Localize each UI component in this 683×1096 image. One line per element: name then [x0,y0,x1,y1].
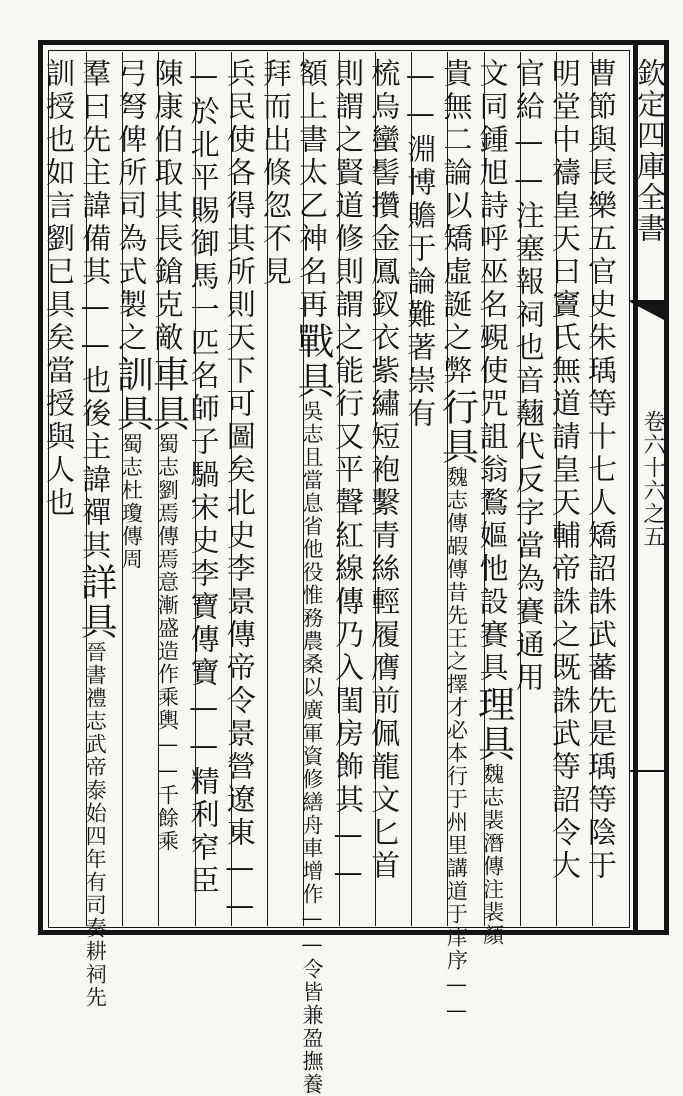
body-text: 弓弩俾所司為式製之 [114,58,149,355]
text-column [511,58,554,928]
body-text: 貴無二論以矯虛誕之弊 [439,58,474,388]
fish-tail-mark [630,302,664,320]
body-text: 拜而出倏忽不見 [258,58,293,289]
body-text: 訓授也如言劉已具矣當授與人也 [42,58,77,520]
body-text: 明堂中禱皇天曰竇氏無道請皇天輔帝誅之既誅武等詔令大 [547,58,582,883]
commentary-text: 魏志裴潛傳注裴顏 [480,763,505,947]
text-column [331,58,373,928]
body-text: 兵民使各得其所則天下可圖矣北史李景傳帝令景營遼東—— [222,58,257,926]
text-column [74,58,120,1009]
text-column [258,58,301,928]
body-text: 額上書太乙神名再 [294,58,329,322]
body-text: 梳烏蠻髻攢金鳳釵衣紫繡短袍繫青絲輕履膺前佩龍文匕首 [367,58,402,883]
text-column [471,58,518,947]
text-column [435,58,481,1024]
body-text: 則謂之賢道修則謂之能行又平聲紅線傳乃入閨房飾其—— [331,58,366,893]
body-text: 文同鍾旭詩呼巫名覡使咒詛翁鶩嫗忚設賽具 [475,58,510,685]
commentary-text: 吳志且當息省他役惟務農桑以廣軍資修繕舟車增作——令皆兼盈撫養 [299,400,324,1096]
text-column [222,58,265,928]
commentary-text: 魏志傳嘏傳昔先王之擇才必本行于州里講道于庠序—— [444,466,469,1024]
commentary-text: 蜀志劉焉傳焉意漸盛造作乘輿——千餘乘 [155,433,180,853]
text-column [42,58,84,928]
text-column [186,58,229,928]
body-text: 曹節與長樂五官史朱瑀等十七人矯詔誅武蕃先是瑀等陰于 [583,58,618,883]
fish-tail-bottom [630,770,664,772]
entry-heading: 戰具 [290,322,334,400]
text-column [146,58,192,928]
entry-heading: 詳具 [74,563,118,641]
entry-heading: 理具 [471,685,515,763]
banner-juan: 卷六十六之五 [640,410,665,548]
body-text: 陳康伯取其長鎗克敵 [150,58,185,355]
entry-heading: 訓具 [110,355,154,433]
text-column [290,58,337,1096]
text-column [547,58,590,928]
entry-heading: 行具 [435,388,479,466]
text-column [110,58,156,928]
text-column [367,58,409,928]
body-text: 羣曰先主諱備其——也後主諱禪其 [78,58,113,563]
banner-title: 欽定四庫全書 [633,58,667,244]
commentary-text: 蜀志杜瓊傳周 [119,433,144,571]
commentary-text: 晉書禮志武帝泰始四年有司奏耕祠先 [83,641,108,1009]
body-text: 官給——注塞報祠也音𧄍代反字當為賽通用 [511,58,546,695]
text-column [583,58,626,928]
body-text: ——淵博贍于論難著崇有 [403,58,438,431]
body-text: —於北平賜御馬一匹名師子騧宋史李寶傳寶——精利窄臣 [186,58,221,898]
text-column [403,58,445,928]
entry-heading: 車具 [146,355,190,433]
